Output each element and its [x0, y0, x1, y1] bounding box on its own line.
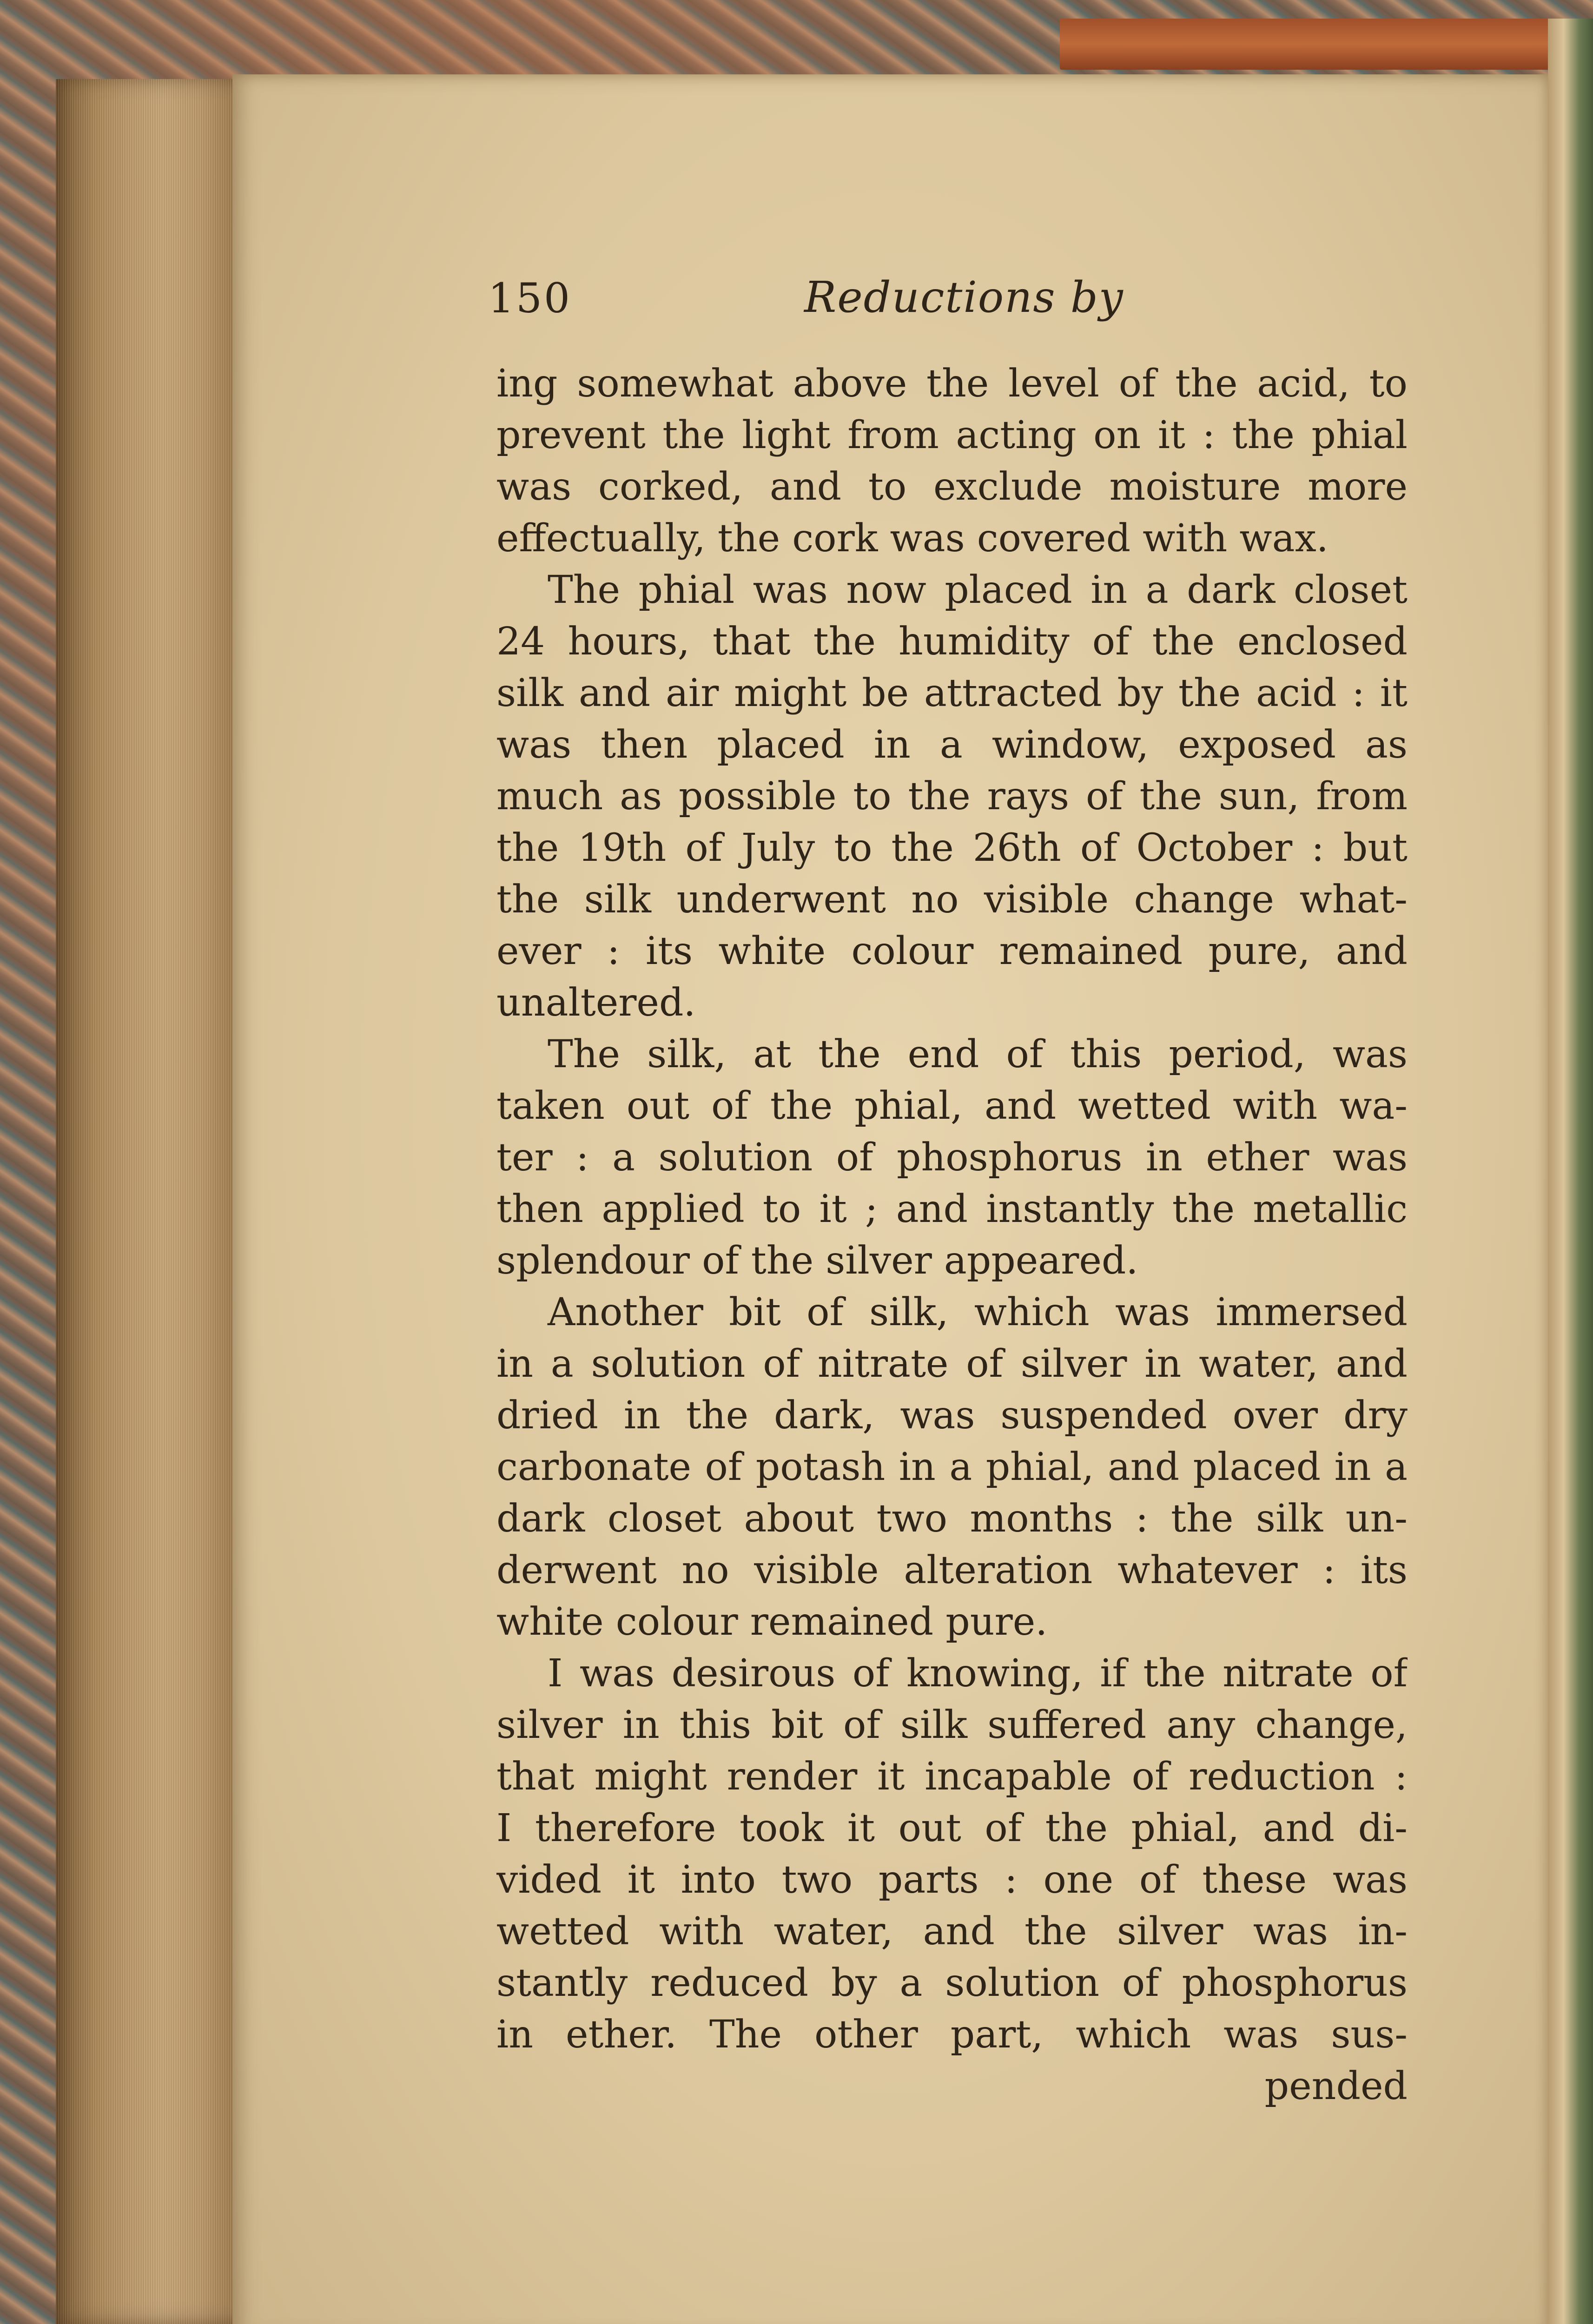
text-line: the silk underwent no visible change what-	[496, 878, 1408, 922]
text-line: I therefore took it out of the phial, and di-	[496, 1806, 1408, 1850]
text-line: white colour remained pure.	[496, 1600, 1048, 1644]
body-text	[496, 358, 1408, 2112]
text-line: taken out of the phial, and wetted with wa-	[496, 1084, 1408, 1128]
text-line: was then placed in a window, exposed as	[496, 723, 1408, 767]
text-line: ter : a solution of phosphorus in ether was	[496, 1136, 1408, 1180]
text-line: carbonate of potash in a phial, and placed in a	[496, 1445, 1408, 1489]
text-line: in ether. The other part, which was sus-	[496, 2013, 1408, 2057]
text-line: in a solution of nitrate of silver in water, and	[496, 1342, 1408, 1386]
catchword: pended	[1264, 2064, 1408, 2108]
text-line: was corked, and to exclude moisture more	[496, 465, 1408, 509]
leather-spine	[1060, 19, 1593, 70]
text-line: The phial was now placed in a dark closet	[548, 568, 1408, 612]
text-line: The silk, at the end of this period, was	[548, 1032, 1408, 1076]
text-line: dark closet about two months : the silk un-	[496, 1497, 1408, 1541]
page-number: 150	[488, 274, 572, 322]
text-line: silver in this bit of silk suffered any change,	[496, 1703, 1408, 1747]
text-line: vided it into two parts : one of these was	[496, 1858, 1408, 1902]
facing-page-edge	[1548, 19, 1593, 2324]
text-line: that might render it incapable of reduction :	[496, 1755, 1408, 1799]
text-line: Another bit of silk, which was immersed	[548, 1290, 1408, 1334]
text-line: unaltered.	[496, 981, 696, 1025]
text-line: then applied to it ; and instantly the metallic	[496, 1187, 1408, 1231]
text-line: wetted with water, and the silver was in-	[496, 1909, 1408, 1954]
text-line: much as possible to the rays of the sun, from	[496, 774, 1408, 819]
text-line: 24 hours, that the humidity of the enclosed	[496, 620, 1408, 664]
running-head	[488, 274, 1399, 330]
text-line: splendour of the silver appeared.	[496, 1239, 1138, 1283]
text-line: ing somewhat above the level of the acid, to	[496, 362, 1408, 406]
text-line: ever : its white colour remained pure, and	[496, 929, 1408, 973]
text-line: silk and air might be attracted by the acid : it	[496, 671, 1408, 715]
text-line: the 19th of July to the 26th of October : but	[496, 826, 1408, 870]
text-line: stantly reduced by a solution of phosphorus	[496, 1961, 1408, 2005]
text-line: prevent the light from acting on it : the phial	[496, 413, 1408, 457]
text-line: derwent no visible alteration whatever : its	[496, 1548, 1408, 1592]
page-stack-edge	[56, 79, 251, 2324]
text-line: I was desirous of knowing, if the nitrate of	[548, 1651, 1408, 1696]
text-line: dried in the dark, was suspended over dry	[496, 1393, 1408, 1438]
text-line: effectually, the cork was covered with wax.	[496, 516, 1329, 561]
running-title: Reductions by	[804, 272, 1124, 322]
